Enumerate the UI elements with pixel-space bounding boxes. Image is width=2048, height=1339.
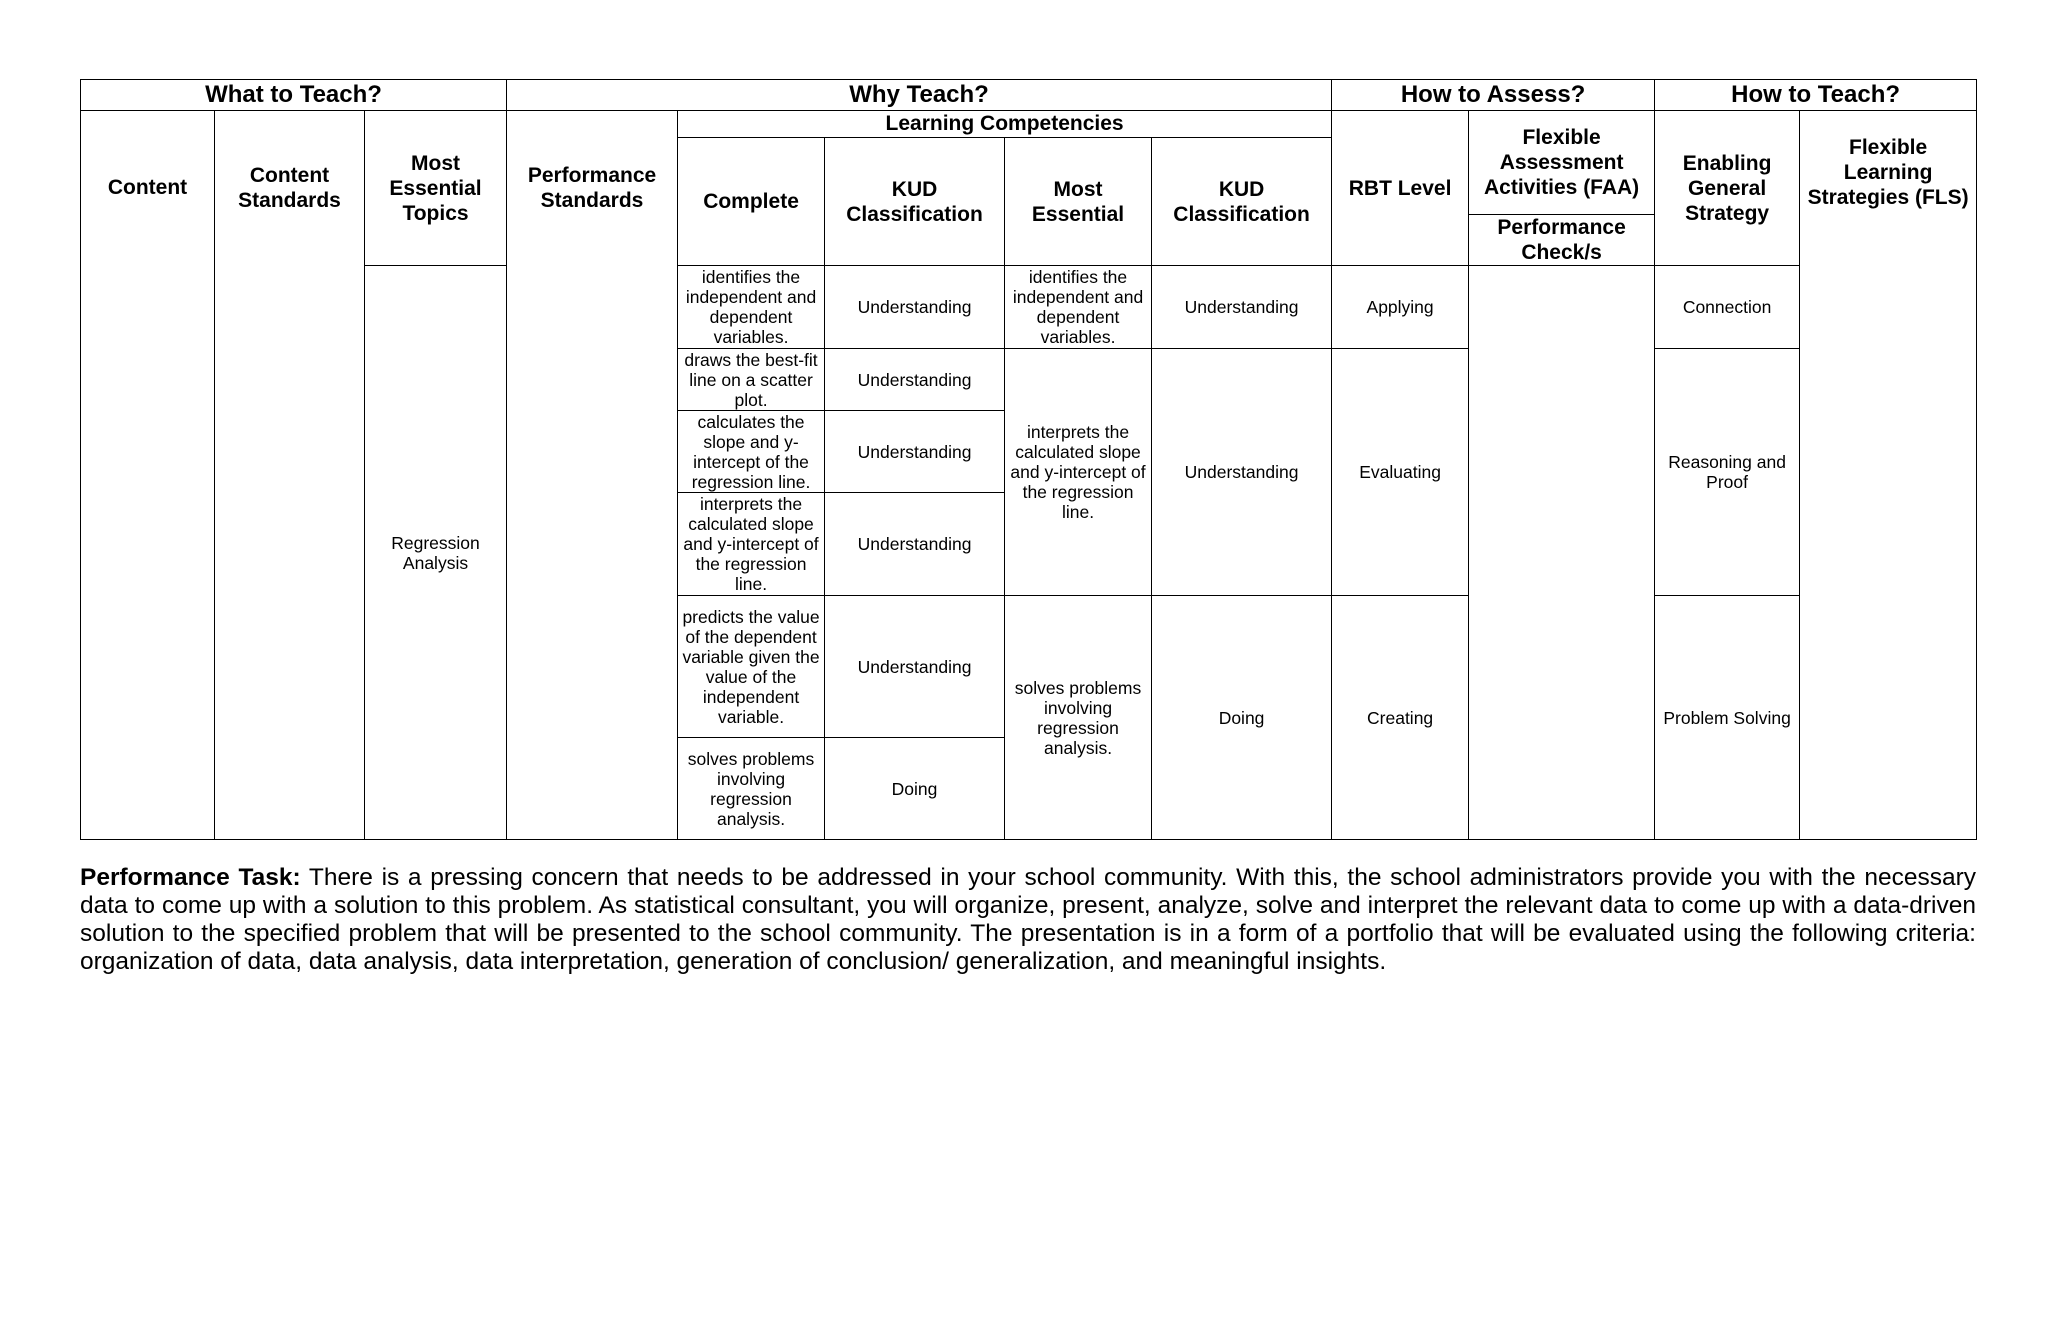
performance-task bbox=[80, 864, 1976, 976]
performance-checks-cell bbox=[1469, 266, 1655, 840]
kud-1: Understanding bbox=[825, 266, 1005, 349]
complete-competency-1: identifies the independent and dependent variables. bbox=[678, 266, 825, 349]
kud-6: Doing bbox=[825, 738, 1005, 840]
essential-competency-1: identifies the independent and dependent variables. bbox=[1005, 266, 1152, 349]
learning-competencies-header: Learning Competencies bbox=[678, 111, 1332, 138]
strategy-2: Reasoning and Proof bbox=[1655, 349, 1800, 596]
rbt-level-1: Applying bbox=[1332, 266, 1469, 349]
essential-kud-3: Doing bbox=[1152, 596, 1332, 840]
performance-checks-header: Performance Check/s bbox=[1469, 215, 1655, 266]
performance-task-text: There is a pressing concern that needs to be addressed in your school community. With this, the school administrators provide you with the necessary data to come up with a solution to this problem. As statistical consultant, you will organize, present, analyze, solve and interpret the relevant data to come up with a data-driven solution to the specified problem that will be presented to the school community. The presentation is in a form of a portfolio that will be evaluated using the following criteria: organization of data, data analysis, data interpretation, generation of conclusion/ generalization, and meaningful insights. bbox=[80, 864, 1976, 975]
most-essential-topics-header: Most Essential Topics bbox=[365, 111, 507, 266]
complete-competency-5: predicts the value of the dependent variable given the value of the independent variable. bbox=[678, 596, 825, 738]
content-column: Content bbox=[81, 111, 215, 840]
rbt-level-2: Evaluating bbox=[1332, 349, 1469, 596]
strategy-3: Problem Solving bbox=[1655, 596, 1800, 840]
kud-2: Understanding bbox=[825, 349, 1005, 411]
complete-competency-3: calculates the slope and y-intercept of the regression line. bbox=[678, 411, 825, 493]
most-essential-header: Most Essential bbox=[1005, 138, 1152, 266]
essential-kud-2: Understanding bbox=[1152, 349, 1332, 596]
complete-header: Complete bbox=[678, 138, 825, 266]
rbt-level-3: Creating bbox=[1332, 596, 1469, 840]
why-teach-header: Why Teach? bbox=[507, 80, 1332, 111]
fls-column: Flexible Learning Strategies (FLS) bbox=[1800, 111, 1977, 840]
what-to-teach-header: What to Teach? bbox=[81, 80, 507, 111]
essential-competency-3: solves problems involving regression analysis. bbox=[1005, 596, 1152, 840]
how-to-teach-header: How to Teach? bbox=[1655, 80, 1977, 111]
rbt-level-header: RBT Level bbox=[1332, 111, 1469, 266]
complete-competency-6: solves problems involving regression analysis. bbox=[678, 738, 825, 840]
essential-kud-1: Understanding bbox=[1152, 266, 1332, 349]
how-to-assess-header: How to Assess? bbox=[1332, 80, 1655, 111]
complete-competency-4: interprets the calculated slope and y-intercept of the regression line. bbox=[678, 493, 825, 596]
performance-task-label: Performance Task: bbox=[80, 864, 301, 891]
essential-competency-2: interprets the calculated slope and y-intercept of the regression line. bbox=[1005, 349, 1152, 596]
kud-5: Understanding bbox=[825, 596, 1005, 738]
curriculum-map-table bbox=[80, 79, 1977, 840]
performance-standards-column: Performance Standards bbox=[507, 111, 678, 840]
kud-3: Understanding bbox=[825, 411, 1005, 493]
topic-regression-analysis: Regression Analysis bbox=[365, 266, 507, 840]
faa-header: Flexible Assessment Activities (FAA) bbox=[1469, 111, 1655, 215]
enabling-general-strategy-header: Enabling General Strategy bbox=[1655, 111, 1800, 266]
complete-competency-2: draws the best-fit line on a scatter plot. bbox=[678, 349, 825, 411]
kud-4: Understanding bbox=[825, 493, 1005, 596]
kud-classification-header: KUD Classification bbox=[825, 138, 1005, 266]
content-standards-column: Content Standards bbox=[215, 111, 365, 840]
kud-classification-essential-header: KUD Classification bbox=[1152, 138, 1332, 266]
strategy-1: Connection bbox=[1655, 266, 1800, 349]
